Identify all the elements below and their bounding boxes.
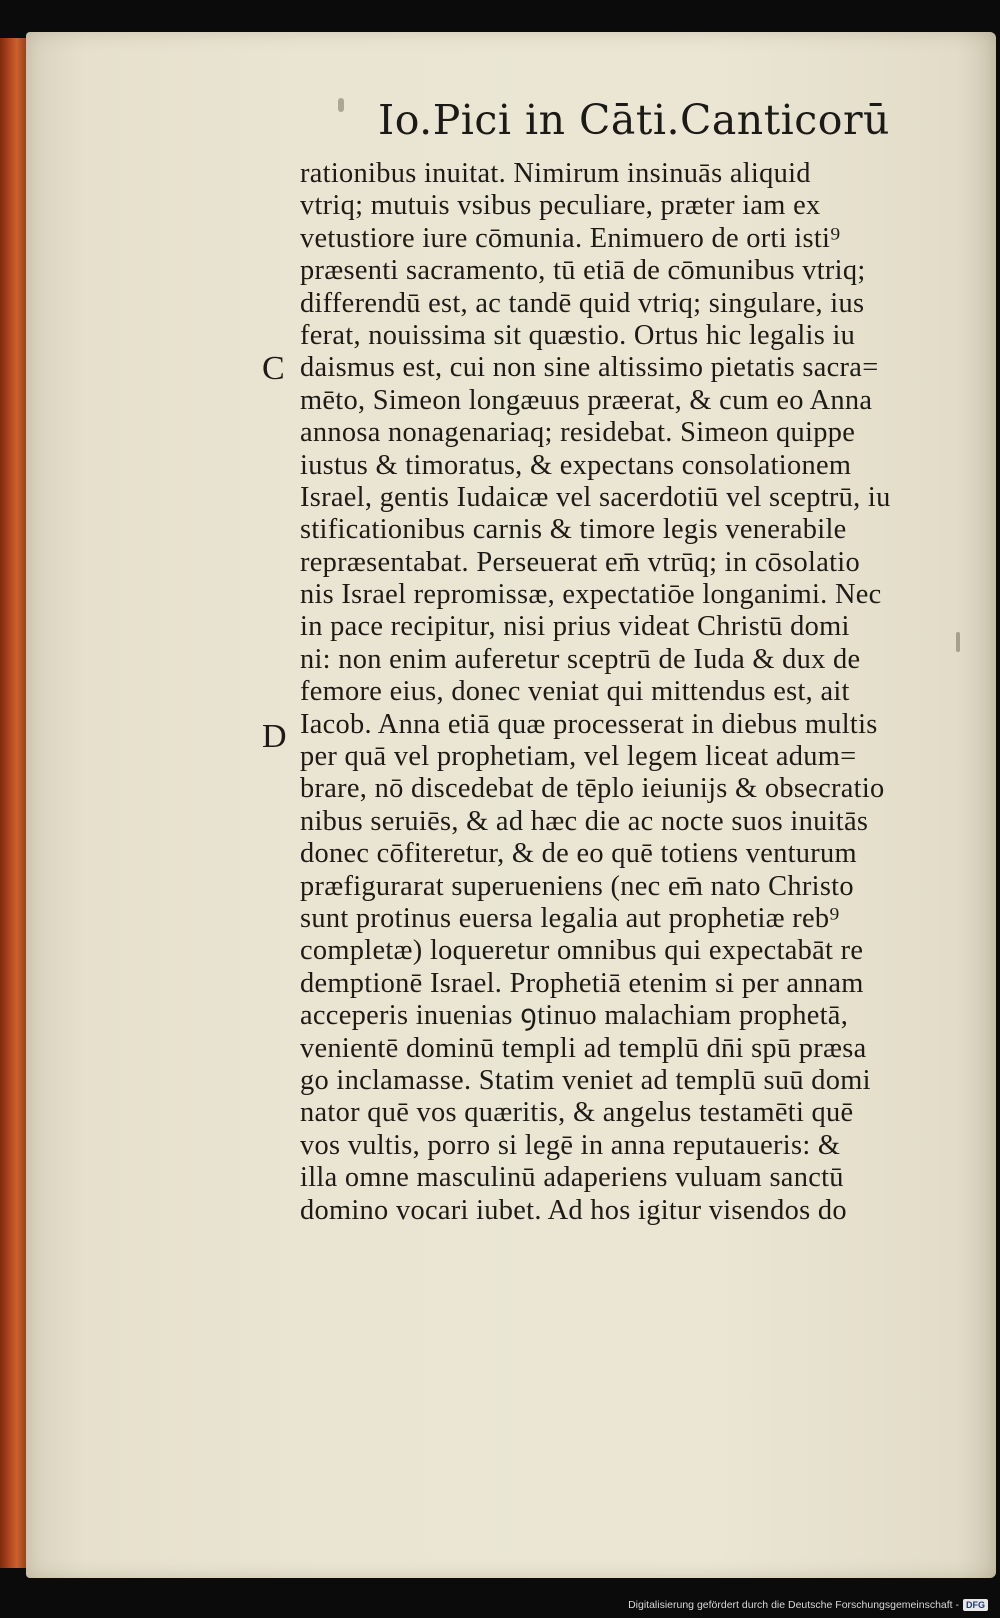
margin-letter-c: C	[262, 350, 285, 387]
text-line: differendū est, ac tandē quid vtriq; singulare, ius	[300, 287, 865, 319]
body-text-block	[300, 158, 960, 1227]
text-line: ni: non enim auferetur sceptrū de Iuda & dux de	[300, 643, 861, 675]
text-line: donec cōfiteretur, & de eo quē totiens venturum	[300, 838, 857, 870]
text-line: sunt protinus euersa legalia aut prophetiӕ reb⁹	[300, 902, 840, 934]
text-line: venientē dominū templi ad templū dn̄i spū prӕsa	[300, 1032, 867, 1064]
text-line: prӕfigurarat superueniens (nec em̄ nato Christo	[300, 870, 854, 902]
text-line: illa omne masculinū adaperiens vuluam sanctū	[300, 1162, 844, 1194]
text-line: rationibus inuitat. Nimirum insinuās aliquid	[300, 158, 811, 189]
text-line: vtriq; mutuis vsibus peculiare, prӕter iam ex	[300, 190, 821, 222]
book-fore-edge	[0, 38, 28, 1568]
digitization-credit	[628, 1596, 988, 1614]
text-line: ferat, nouissima sit quӕstio. Ortus hic legalis iu	[300, 319, 856, 351]
text-line: completӕ) loqueretur omnibus qui expectabāt re	[300, 935, 864, 967]
text-line: stificationibus carnis & timore legis venerabile	[300, 514, 847, 546]
text-line: vetustiore iure cōmunia. Enimuero de orti isti⁹	[300, 222, 841, 254]
text-line: daismus est, cui non sine altissimo pietatis sacra=	[300, 352, 879, 384]
text-line: nis Israel repromissӕ, expectatiōe longanimi. Nec	[300, 579, 882, 611]
dfg-logo: DFG	[963, 1599, 988, 1611]
credit-text: Digitalisierung gefördert durch die Deutsche Forschungsgemeinschaft -	[628, 1599, 959, 1611]
text-line: brare, nō discedebat de tēplo ieiunijs & obsecratio	[300, 773, 885, 805]
text-line: annosa nonagenariaq; residebat. Simeon quippe	[300, 417, 856, 449]
text-line: iustus & timoratus, & expectans consolationem	[300, 449, 852, 481]
margin-letter-d: D	[262, 718, 287, 755]
text-line: nibus seruiēs, & ad hӕc die ac nocte suos inuitās	[300, 805, 869, 837]
ink-smudge	[338, 98, 344, 112]
text-line: per quā vel prophetiam, vel legem liceat adum=	[300, 741, 857, 773]
text-line: nator quē vos quӕritis, & angelus testamēti quē	[300, 1097, 854, 1129]
text-line: reprӕsentabat. Perseuerat em̄ vtrūq; in cōsolatio	[300, 546, 860, 578]
text-line: Israel, gentis Iudaicӕ vel sacerdotiū vel sceptrū, iu	[300, 481, 891, 513]
text-line: Iacob. Anna etiā quӕ processerat in diebus multis	[300, 708, 878, 740]
text-line: prӕsenti sacramento, tū etiā de cōmunibus vtriq;	[300, 255, 866, 287]
text-line: in pace recipitur, nisi prius videat Christū domi	[300, 611, 850, 643]
text-line: go inclamasse. Statim veniet ad templū suū domi	[300, 1064, 871, 1096]
running-title: Io.Pici in Cāti.Canticorū	[378, 96, 890, 144]
text-line: demptionē Israel. Prophetiā etenim si per annam	[300, 967, 864, 999]
text-line: mēto, Simeon longӕuus prӕerat, & cum eo Anna	[300, 384, 873, 416]
text-line: acceperis inuenias ꝯtinuo malachiam prophetā,	[300, 1000, 849, 1032]
text-line: femore eius, donec veniat qui mittendus est, ait	[300, 676, 850, 708]
text-line: vos vultis, porro si legē in anna reputaueris: &	[300, 1129, 841, 1161]
text-line: domino vocari iubet. Ad hos igitur visendos do	[300, 1194, 847, 1226]
